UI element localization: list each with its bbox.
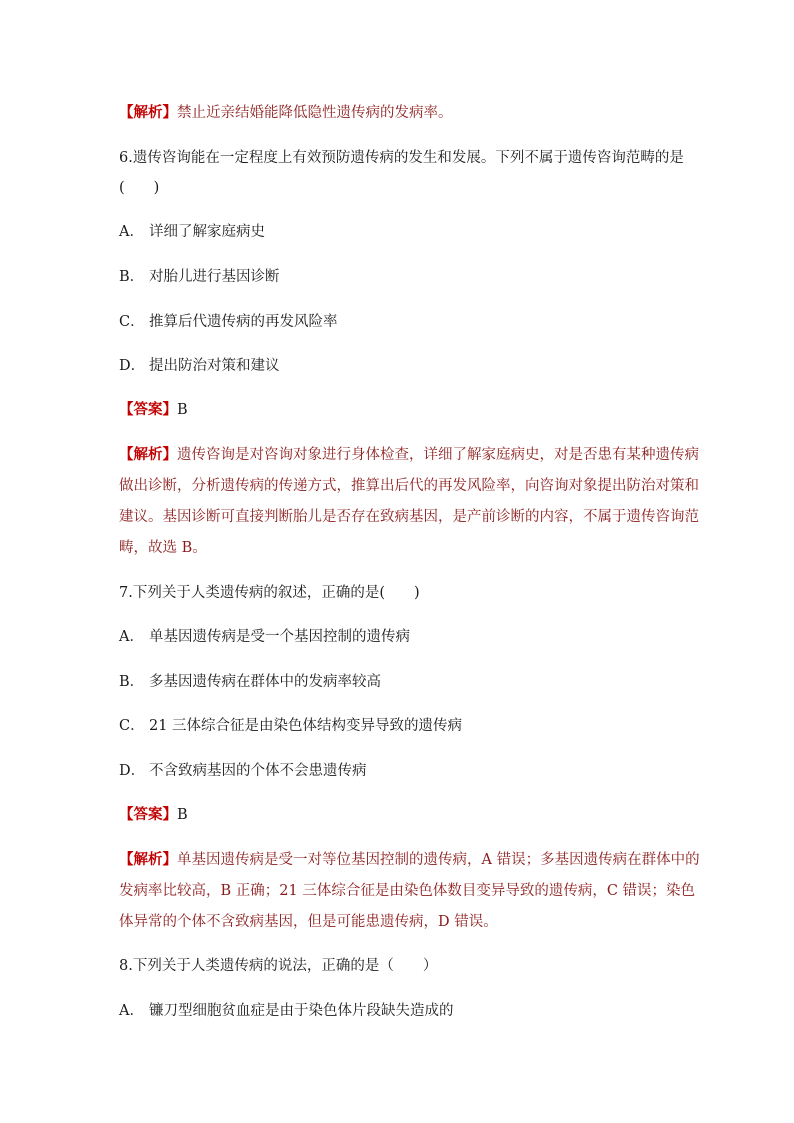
question-6-analysis-line-2: 做出诊断，分析遗传病的传递方式，推算出后代的再发风险率，向咨询对象提出防治对策和 <box>119 478 699 494</box>
option-text: 详细了解家庭病史 <box>149 224 265 240</box>
option-letter: A． <box>119 224 144 240</box>
question-7-analysis-line-3: 体异常的个体不含致病基因，但是可能患遗传病，D 错误。 <box>119 914 498 930</box>
question-6-analysis-line-1 <box>119 445 699 465</box>
option-text: 不含致病基因的个体不会患遗传病 <box>149 763 367 779</box>
option-text: 推算后代遗传病的再发风险率 <box>149 314 338 330</box>
option-letter: A． <box>119 1003 144 1019</box>
option-letter: B． <box>119 269 145 285</box>
analysis-tag: 【解析】 <box>119 446 177 463</box>
question-6-blank: ( ) <box>119 180 160 196</box>
question-6-answer <box>119 400 188 420</box>
analysis-text: 禁止近亲结婚能降低隐性遗传病的发病率。 <box>177 105 453 121</box>
option-text: 对胎儿进行基因诊断 <box>149 269 280 285</box>
question-7-option-b <box>119 672 381 692</box>
analysis-text: 单基因遗传病是受一对等位基因控制的遗传病，A 错误；多基因遗传病在群体中的 <box>177 852 700 868</box>
question-7-option-a <box>119 627 410 647</box>
option-text: 镰刀型细胞贫血症是由于染色体片段缺失造成的 <box>149 1003 454 1019</box>
option-letter: D． <box>119 358 146 374</box>
question-7-analysis-line-2: 发病率比较高，B 正确；21 三体综合征是由染色体数目变异导致的遗传病，C 错误；染色 <box>119 883 696 899</box>
option-letter: C． <box>119 718 145 734</box>
question-7-option-c <box>119 716 462 736</box>
answer-tag: 【答案】 <box>119 806 177 823</box>
answer-value: B <box>177 402 188 418</box>
analysis-5 <box>119 103 453 123</box>
option-letter: B． <box>119 674 145 690</box>
question-7-stem: 7.下列关于人类遗传病的叙述，正确的是( ) <box>119 585 420 601</box>
question-6-option-d <box>119 356 280 376</box>
question-7-answer <box>119 805 188 825</box>
question-6-stem: 6.遗传咨询能在一定程度上有效预防遗传病的发生和发展。下列不属于遗传咨询范畴的是 <box>119 150 684 166</box>
question-6-option-b <box>119 267 280 287</box>
analysis-tag: 【解析】 <box>119 851 177 868</box>
question-8-option-a <box>119 1001 454 1021</box>
option-letter: D． <box>119 763 146 779</box>
question-8-stem: 8.下列关于人类遗传病的说法，正确的是（ ） <box>119 958 438 974</box>
question-6-option-a <box>119 222 265 242</box>
question-7-analysis-line-1 <box>119 850 700 870</box>
option-text: 多基因遗传病在群体中的发病率较高 <box>149 674 381 690</box>
option-text: 提出防治对策和建议 <box>149 358 280 374</box>
option-letter: C． <box>119 314 145 330</box>
question-7-option-d <box>119 761 367 781</box>
option-letter: A． <box>119 629 144 645</box>
answer-tag: 【答案】 <box>119 401 177 418</box>
option-text: 单基因遗传病是受一个基因控制的遗传病 <box>149 629 410 645</box>
question-6-analysis-line-3: 建议。基因诊断可直接判断胎儿是否存在致病基因，是产前诊断的内容，不属于遗传咨询范 <box>119 509 699 525</box>
question-6-option-c <box>119 312 338 332</box>
answer-value: B <box>177 807 188 823</box>
option-text: 21 三体综合征是由染色体结构变异导致的遗传病 <box>149 718 463 734</box>
question-6-analysis-line-4: 畴，故选 B。 <box>119 540 207 556</box>
analysis-tag: 【解析】 <box>119 104 177 121</box>
analysis-text: 遗传咨询是对咨询对象进行身体检查，详细了解家庭病史，对是否患有某种遗传病 <box>177 447 699 463</box>
